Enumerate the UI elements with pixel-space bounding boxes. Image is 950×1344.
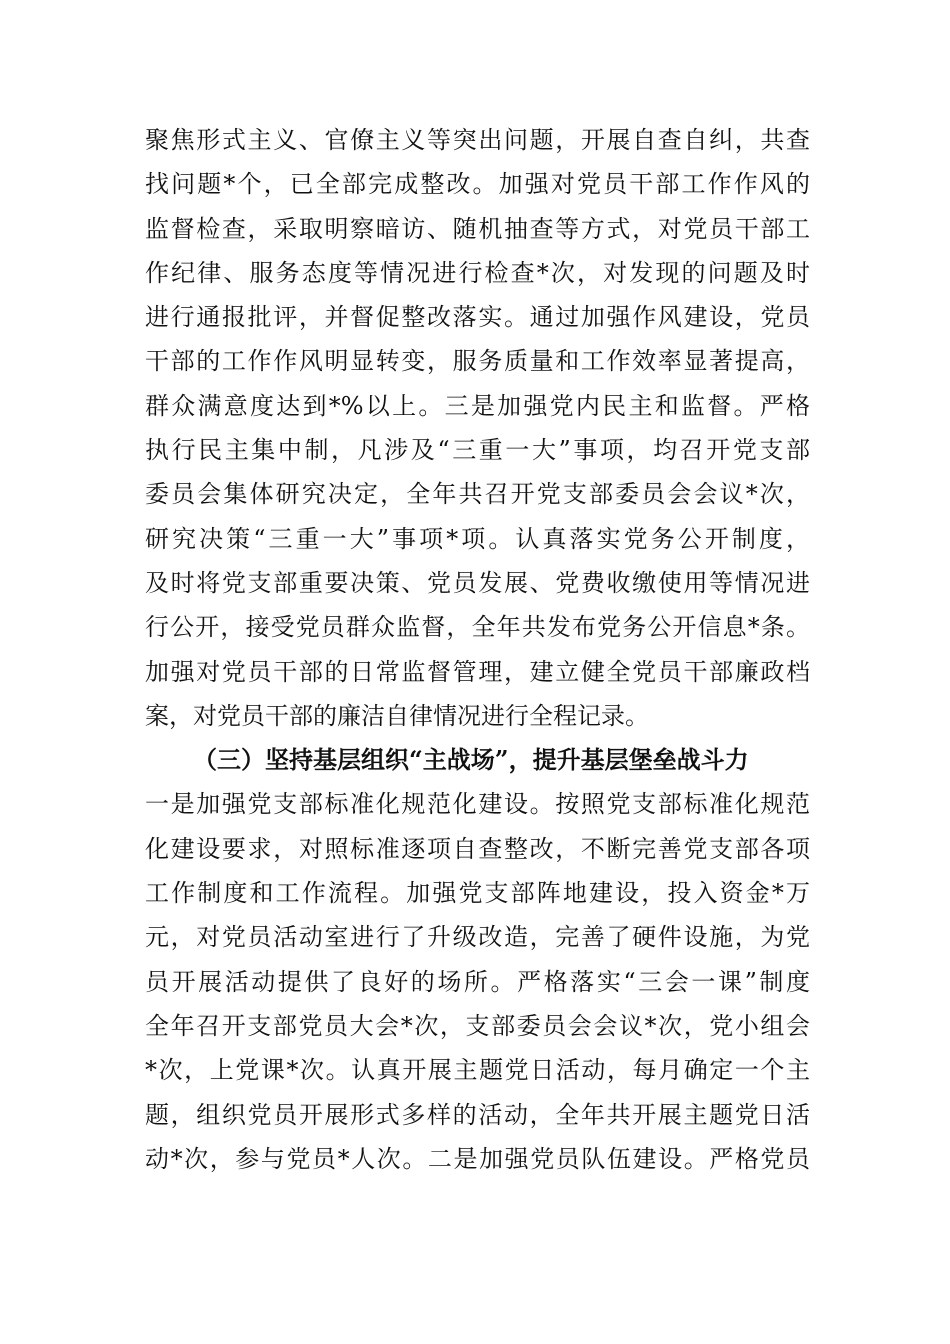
body-line: 群众满意度达到*%以上。三是加强党内民主和监督。严格 xyxy=(145,391,810,420)
body-line: 动*次，参与党员*人次。二是加强党员队伍建设。严格党员 xyxy=(145,1144,810,1173)
body-line: 一是加强党支部标准化规范化建设。按照党支部标准化规范 xyxy=(145,790,810,819)
body-line: 聚焦形式主义、官僚主义等突出问题，开展自查自纠，共查 xyxy=(145,126,810,154)
section-heading: （三）坚持基层组织“主战场”，提升基层堡垒战斗力 xyxy=(193,745,749,775)
body-line: 全年召开支部党员大会*次，支部委员会会议*次，党小组会 xyxy=(145,1011,810,1040)
body-line: 元，对党员活动室进行了升级改造，完善了硬件设施，为党 xyxy=(145,923,810,952)
body-line: 研究决策“三重一大”事项*项。认真落实党务公开制度， xyxy=(145,524,810,553)
body-line: 员开展活动提供了良好的场所。严格落实“三会一课”制度 xyxy=(145,967,810,996)
body-line: 化建设要求，对照标准逐项自查整改，不断完善党支部各项 xyxy=(145,834,810,863)
body-line: 加强对党员干部的日常监督管理，建立健全党员干部廉政档 xyxy=(145,657,810,686)
body-line: 进行通报批评，并督促整改落实。通过加强作风建设，党员 xyxy=(145,303,810,332)
body-line: 工作制度和工作流程。加强党支部阵地建设，投入资金*万 xyxy=(145,879,810,908)
body-line: 干部的工作作风明显转变，服务质量和工作效率显著提高， xyxy=(145,347,810,376)
body-line: 找问题*个，已全部完成整改。加强对党员干部工作作风的 xyxy=(145,170,810,199)
body-line: 委员会集体研究决定，全年共召开党支部委员会会议*次， xyxy=(145,480,810,509)
body-line: *次，上党课*次。认真开展主题党日活动，每月确定一个主 xyxy=(145,1056,810,1085)
body-line: 行公开，接受党员群众监督，全年共发布党务公开信息*条。 xyxy=(145,613,810,642)
document-body xyxy=(145,118,810,1181)
body-line: 执行民主集中制，凡涉及“三重一大”事项，均召开党支部 xyxy=(145,436,810,465)
body-line: 案，对党员干部的廉洁自律情况进行全程记录。 xyxy=(145,701,649,730)
body-line: 题，组织党员开展形式多样的活动，全年共开展主题党日活 xyxy=(145,1100,810,1129)
body-line: 及时将党支部重要决策、党员发展、党费收缴使用等情况进 xyxy=(145,568,810,597)
body-line: 作纪律、服务态度等情况进行检查*次，对发现的问题及时 xyxy=(145,258,810,287)
body-line: 监督检查，采取明察暗访、随机抽查等方式，对党员干部工 xyxy=(145,214,810,243)
